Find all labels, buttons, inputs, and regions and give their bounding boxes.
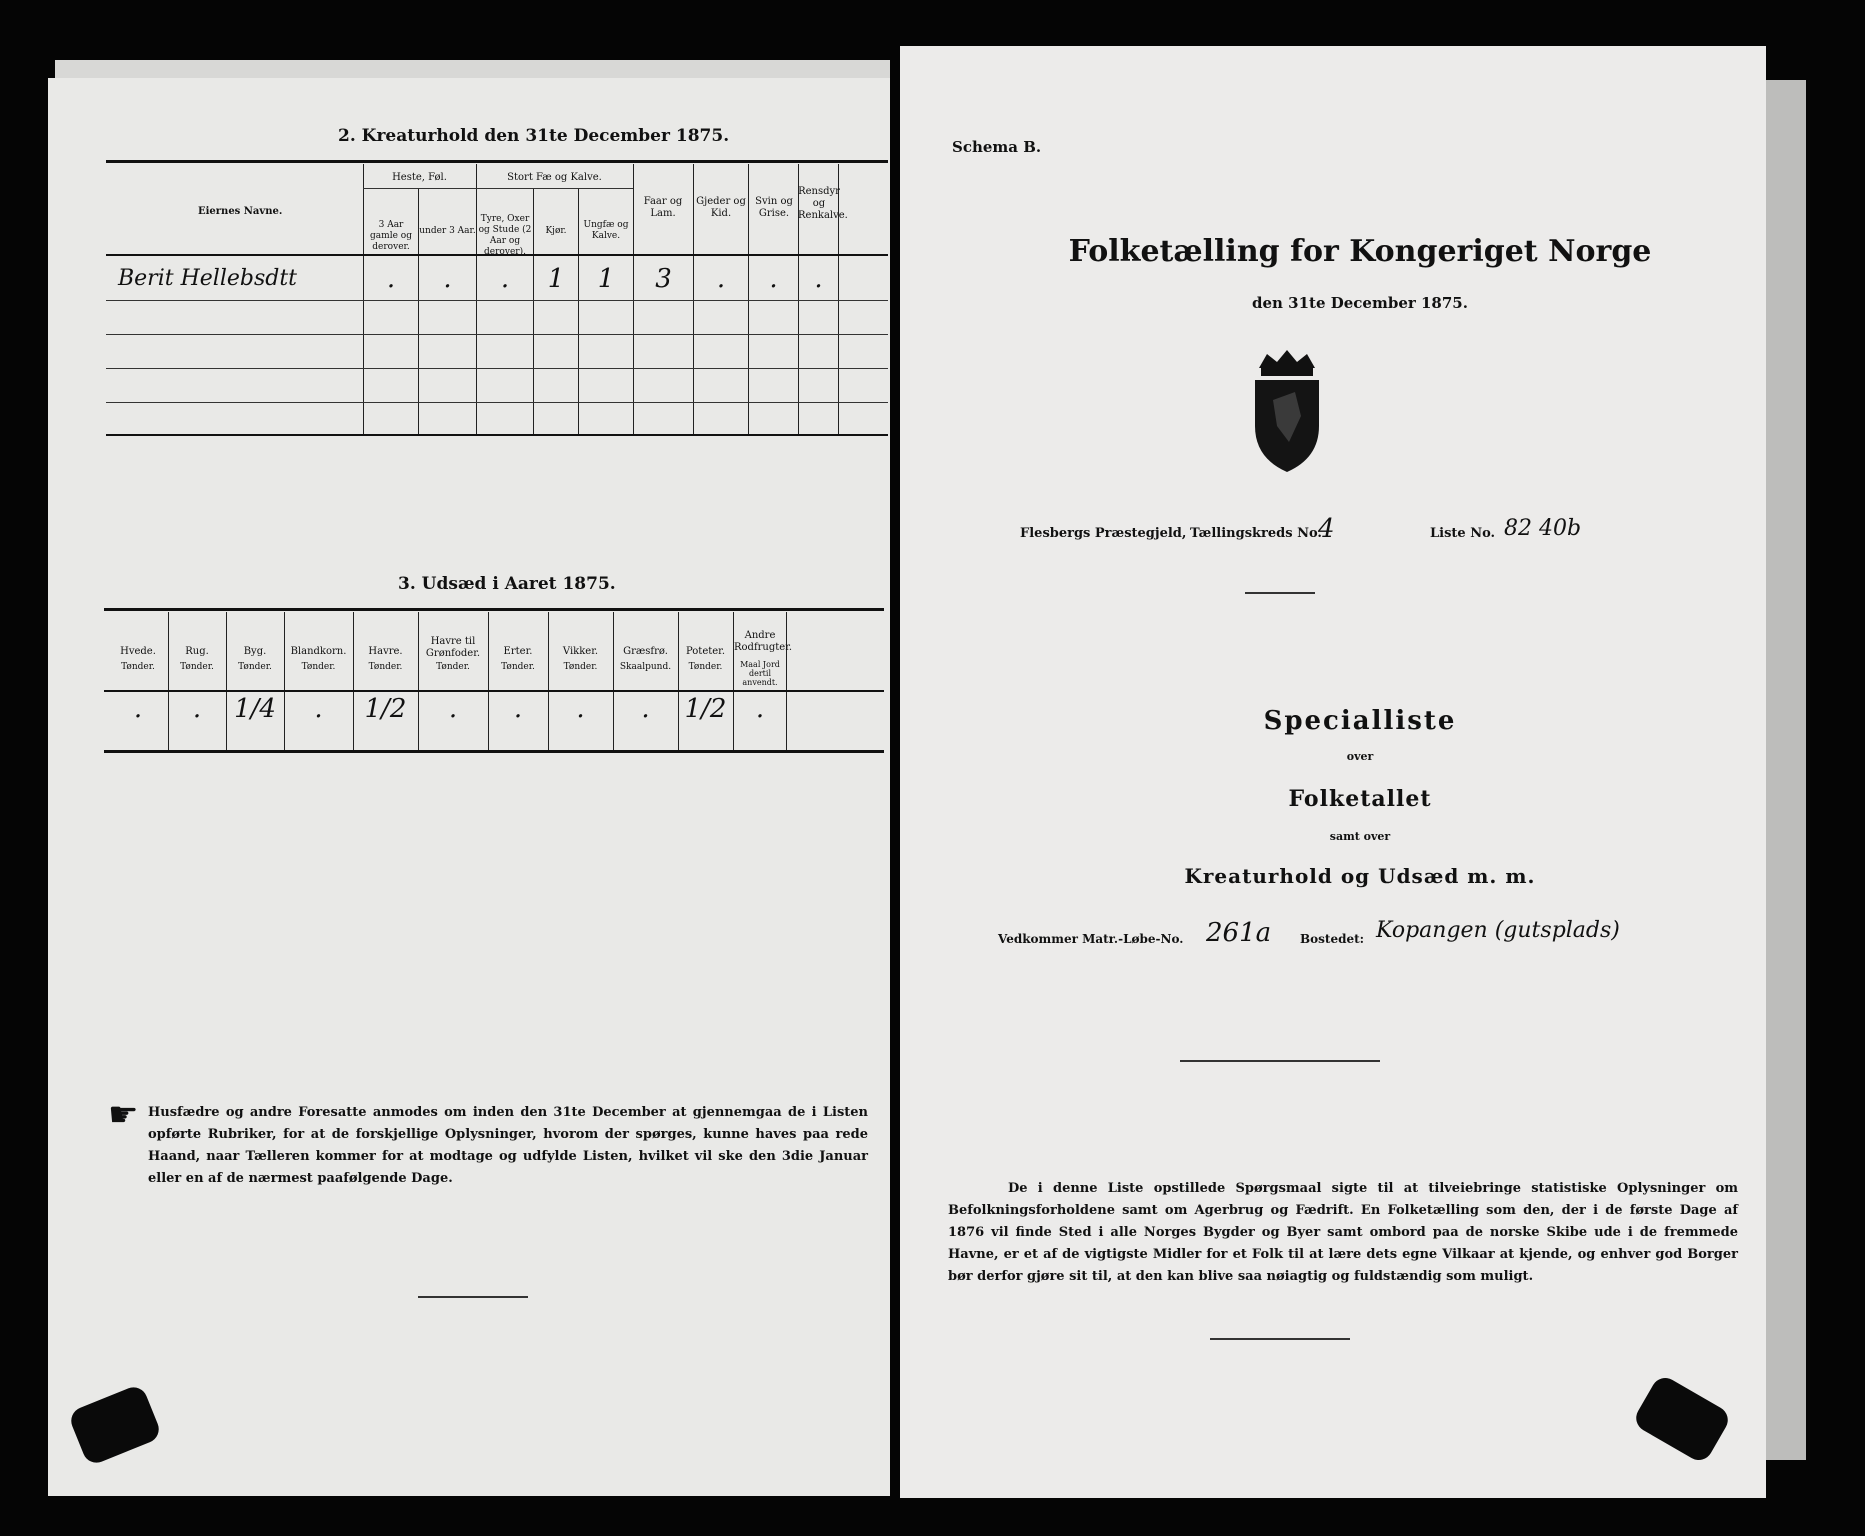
right-page xyxy=(900,46,1766,1498)
row-value: 3 xyxy=(655,264,672,294)
intro-paragraph: De i denne Liste opstillede Spørgsmaal sigte til at tilveiebringe statistiske Oplysninger om Befolkningsforholdene samt om Agerbrug og Fædrift. En Folketælling som den, der i de første Dage af 1876 vil finde Sted i alle Norges Bygder og Byer samt ombord paa de norske Skibe ude i de fremmede Havne, er et af de vigtigste Midler for et Folk til at lære dets egne Vilkaar at kjende, og enhver god Borger bør derfor gjøre sit til, at den kan blive saa nøiagtig og fuldstændig som muligt. xyxy=(948,1181,1738,1284)
udsaed-value: . xyxy=(314,694,323,724)
separator xyxy=(418,1296,528,1298)
special-title: Specialliste xyxy=(1263,706,1457,736)
matr-value: 261a xyxy=(1206,918,1272,948)
section3-top-rule xyxy=(104,608,884,611)
pointing-hand-icon: ☛ xyxy=(108,1095,139,1135)
udsaed-col-unit: Tønder. xyxy=(436,662,470,672)
list-label: Liste No. xyxy=(1430,526,1496,541)
udsaed-value: . xyxy=(513,694,523,724)
udsaed-col-unit: Tønder. xyxy=(563,662,598,672)
folketallet: Folketallet xyxy=(1288,786,1432,812)
main-title: Folketælling for Kongeriget Norge xyxy=(1068,234,1652,269)
udsaed-col-unit: Maal Jord dertil anvendt. xyxy=(740,660,780,687)
col-divider xyxy=(226,612,227,752)
udsaed-value: . xyxy=(755,694,765,724)
udsaed-value: 1/2 xyxy=(684,694,727,724)
row-rule xyxy=(106,402,888,403)
row-value: . xyxy=(386,264,396,294)
row-value: . xyxy=(814,264,823,294)
udsaed-col-name: Andre Rodfrugter. xyxy=(734,630,793,653)
col-divider xyxy=(363,164,364,434)
udsaed-col-unit: Tønder. xyxy=(501,662,535,672)
col-divider xyxy=(533,188,534,434)
col-divider xyxy=(476,164,477,434)
col-kjor: Kjør. xyxy=(545,226,567,236)
district-value: 4 xyxy=(1318,514,1335,544)
row-value: . xyxy=(769,264,778,294)
udsaed-col-name: Havre til Grønfoder. xyxy=(425,636,481,659)
section3-bottom-rule xyxy=(104,750,884,753)
main-date: den 31te December 1875. xyxy=(1252,294,1468,312)
udsaed-value: . xyxy=(448,694,458,724)
matr-label: Vedkommer Matr.-Løbe-No. xyxy=(998,932,1184,946)
group-underline xyxy=(363,188,633,189)
udsaed-col-name: Poteter. xyxy=(685,646,726,657)
udsaed-col-name: Rug. xyxy=(185,646,209,657)
schema-label: Schema B. xyxy=(952,138,1042,156)
udsaed-col-name: Havre. xyxy=(368,646,403,657)
udsaed-col-name: Hvede. xyxy=(120,646,156,657)
udsaed-col-name: Vikker. xyxy=(562,646,599,657)
section2-top-rule xyxy=(106,160,888,163)
udsaed-value: . xyxy=(576,694,585,724)
section3-header-rule xyxy=(104,690,884,692)
row-rule xyxy=(106,334,888,335)
row-rule xyxy=(106,368,888,369)
notice-text: Husfædre og andre Foresatte anmodes om inden den 31te December at gjennemgaa de i Listen opførte Rubriker, for at de forskjellige Oplysninger, hvorom der spørges, kunne haves paa rede Haand, naar Tælleren kommer for at modtage og udfylde Listen, hvilket vil ske den 3die Januar eller en af de nærmest paafølgende Dage. xyxy=(148,1105,868,1186)
col-heste-old: 3 Aar gamle og derover. xyxy=(370,220,412,252)
col-divider xyxy=(613,612,614,752)
row-value: . xyxy=(716,264,726,294)
separator xyxy=(1245,592,1315,594)
list-value: 82 40b xyxy=(1504,516,1582,541)
col-divider xyxy=(786,612,787,752)
udsaed-col-unit: Tønder. xyxy=(238,662,272,672)
parish-label: Flesbergs Præstegjeld, xyxy=(1020,526,1187,541)
left-page xyxy=(48,78,890,1496)
section2-bottom-rule xyxy=(106,434,888,436)
col-tyre: Tyre, Oxer og Stude (2 Aar og derover). xyxy=(478,214,532,257)
bosted-label: Bostedet: xyxy=(1300,932,1365,946)
row-value: 1 xyxy=(547,264,565,294)
over-label: over xyxy=(1346,750,1374,763)
col-divider xyxy=(284,612,285,752)
udsaed-value: . xyxy=(192,694,202,724)
col-rensdyr: Rensdyr og Renkalve. xyxy=(798,186,848,221)
row-owner-name: Berit Hellebsdtt xyxy=(118,266,298,291)
kreaturhold-heading: Kreaturhold og Udsæd m. m. xyxy=(1184,864,1536,888)
col-owner: Eiernes Navne. xyxy=(198,206,283,217)
col-divider xyxy=(418,612,419,752)
header-bottom-rule xyxy=(106,254,888,256)
udsaed-col-name: Byg. xyxy=(243,646,267,657)
col-divider xyxy=(748,164,749,434)
udsaed-col-name: Blandkorn. xyxy=(290,646,347,657)
udsaed-value: 1/4 xyxy=(234,694,276,724)
bosted-value: Kopangen (gutsplads) xyxy=(1376,918,1620,943)
group-storfe: Stort Fæ og Kalve. xyxy=(507,172,602,183)
col-divider xyxy=(488,612,489,752)
group-heste: Heste, Føl. xyxy=(392,172,447,183)
samt-over-label: samt over xyxy=(1329,830,1391,843)
separator xyxy=(1210,1338,1350,1340)
udsaed-value: . xyxy=(641,694,650,724)
udsaed-col-unit: Tønder. xyxy=(688,662,723,672)
udsaed-col-name: Erter. xyxy=(503,646,533,657)
row-value: . xyxy=(443,264,452,294)
col-divider xyxy=(633,164,634,434)
row-rule xyxy=(106,300,888,301)
separator xyxy=(1180,1060,1380,1062)
col-gjeder: Gjeder og Kid. xyxy=(696,196,746,219)
row-value: . xyxy=(500,264,510,294)
col-divider xyxy=(353,612,354,752)
udsaed-col-unit: Tønder. xyxy=(180,662,214,672)
col-faar: Faar og Lam. xyxy=(643,196,683,219)
udsaed-col-name: Græsfrø. xyxy=(623,646,668,657)
udsaed-col-unit: Skaalpund. xyxy=(619,662,672,672)
coat-of-arms-icon xyxy=(1245,346,1329,476)
udsaed-value: 1/2 xyxy=(364,694,407,724)
page-edge-strip xyxy=(55,60,890,78)
udsaed-col-unit: Tønder. xyxy=(301,662,336,672)
col-divider xyxy=(168,612,169,752)
col-heste-young: under 3 Aar. xyxy=(419,226,476,236)
udsaed-col-unit: Tønder. xyxy=(121,662,155,672)
row-value: 1 xyxy=(597,264,615,294)
udsaed-col-unit: Tønder. xyxy=(368,662,403,672)
col-divider xyxy=(548,612,549,752)
col-divider xyxy=(418,188,419,434)
col-svin: Svin og Grise. xyxy=(755,196,793,219)
col-divider xyxy=(678,612,679,752)
section3-title: 3. Udsæd i Aaret 1875. xyxy=(398,574,616,594)
district-label: Tællingskreds No. xyxy=(1190,526,1322,541)
udsaed-value: . xyxy=(133,694,143,724)
col-ungfe: Ungfæ og Kalve. xyxy=(583,220,629,241)
page-edge-strip xyxy=(1766,80,1806,1460)
section2-title: 2. Kreaturhold den 31te December 1875. xyxy=(338,126,730,146)
